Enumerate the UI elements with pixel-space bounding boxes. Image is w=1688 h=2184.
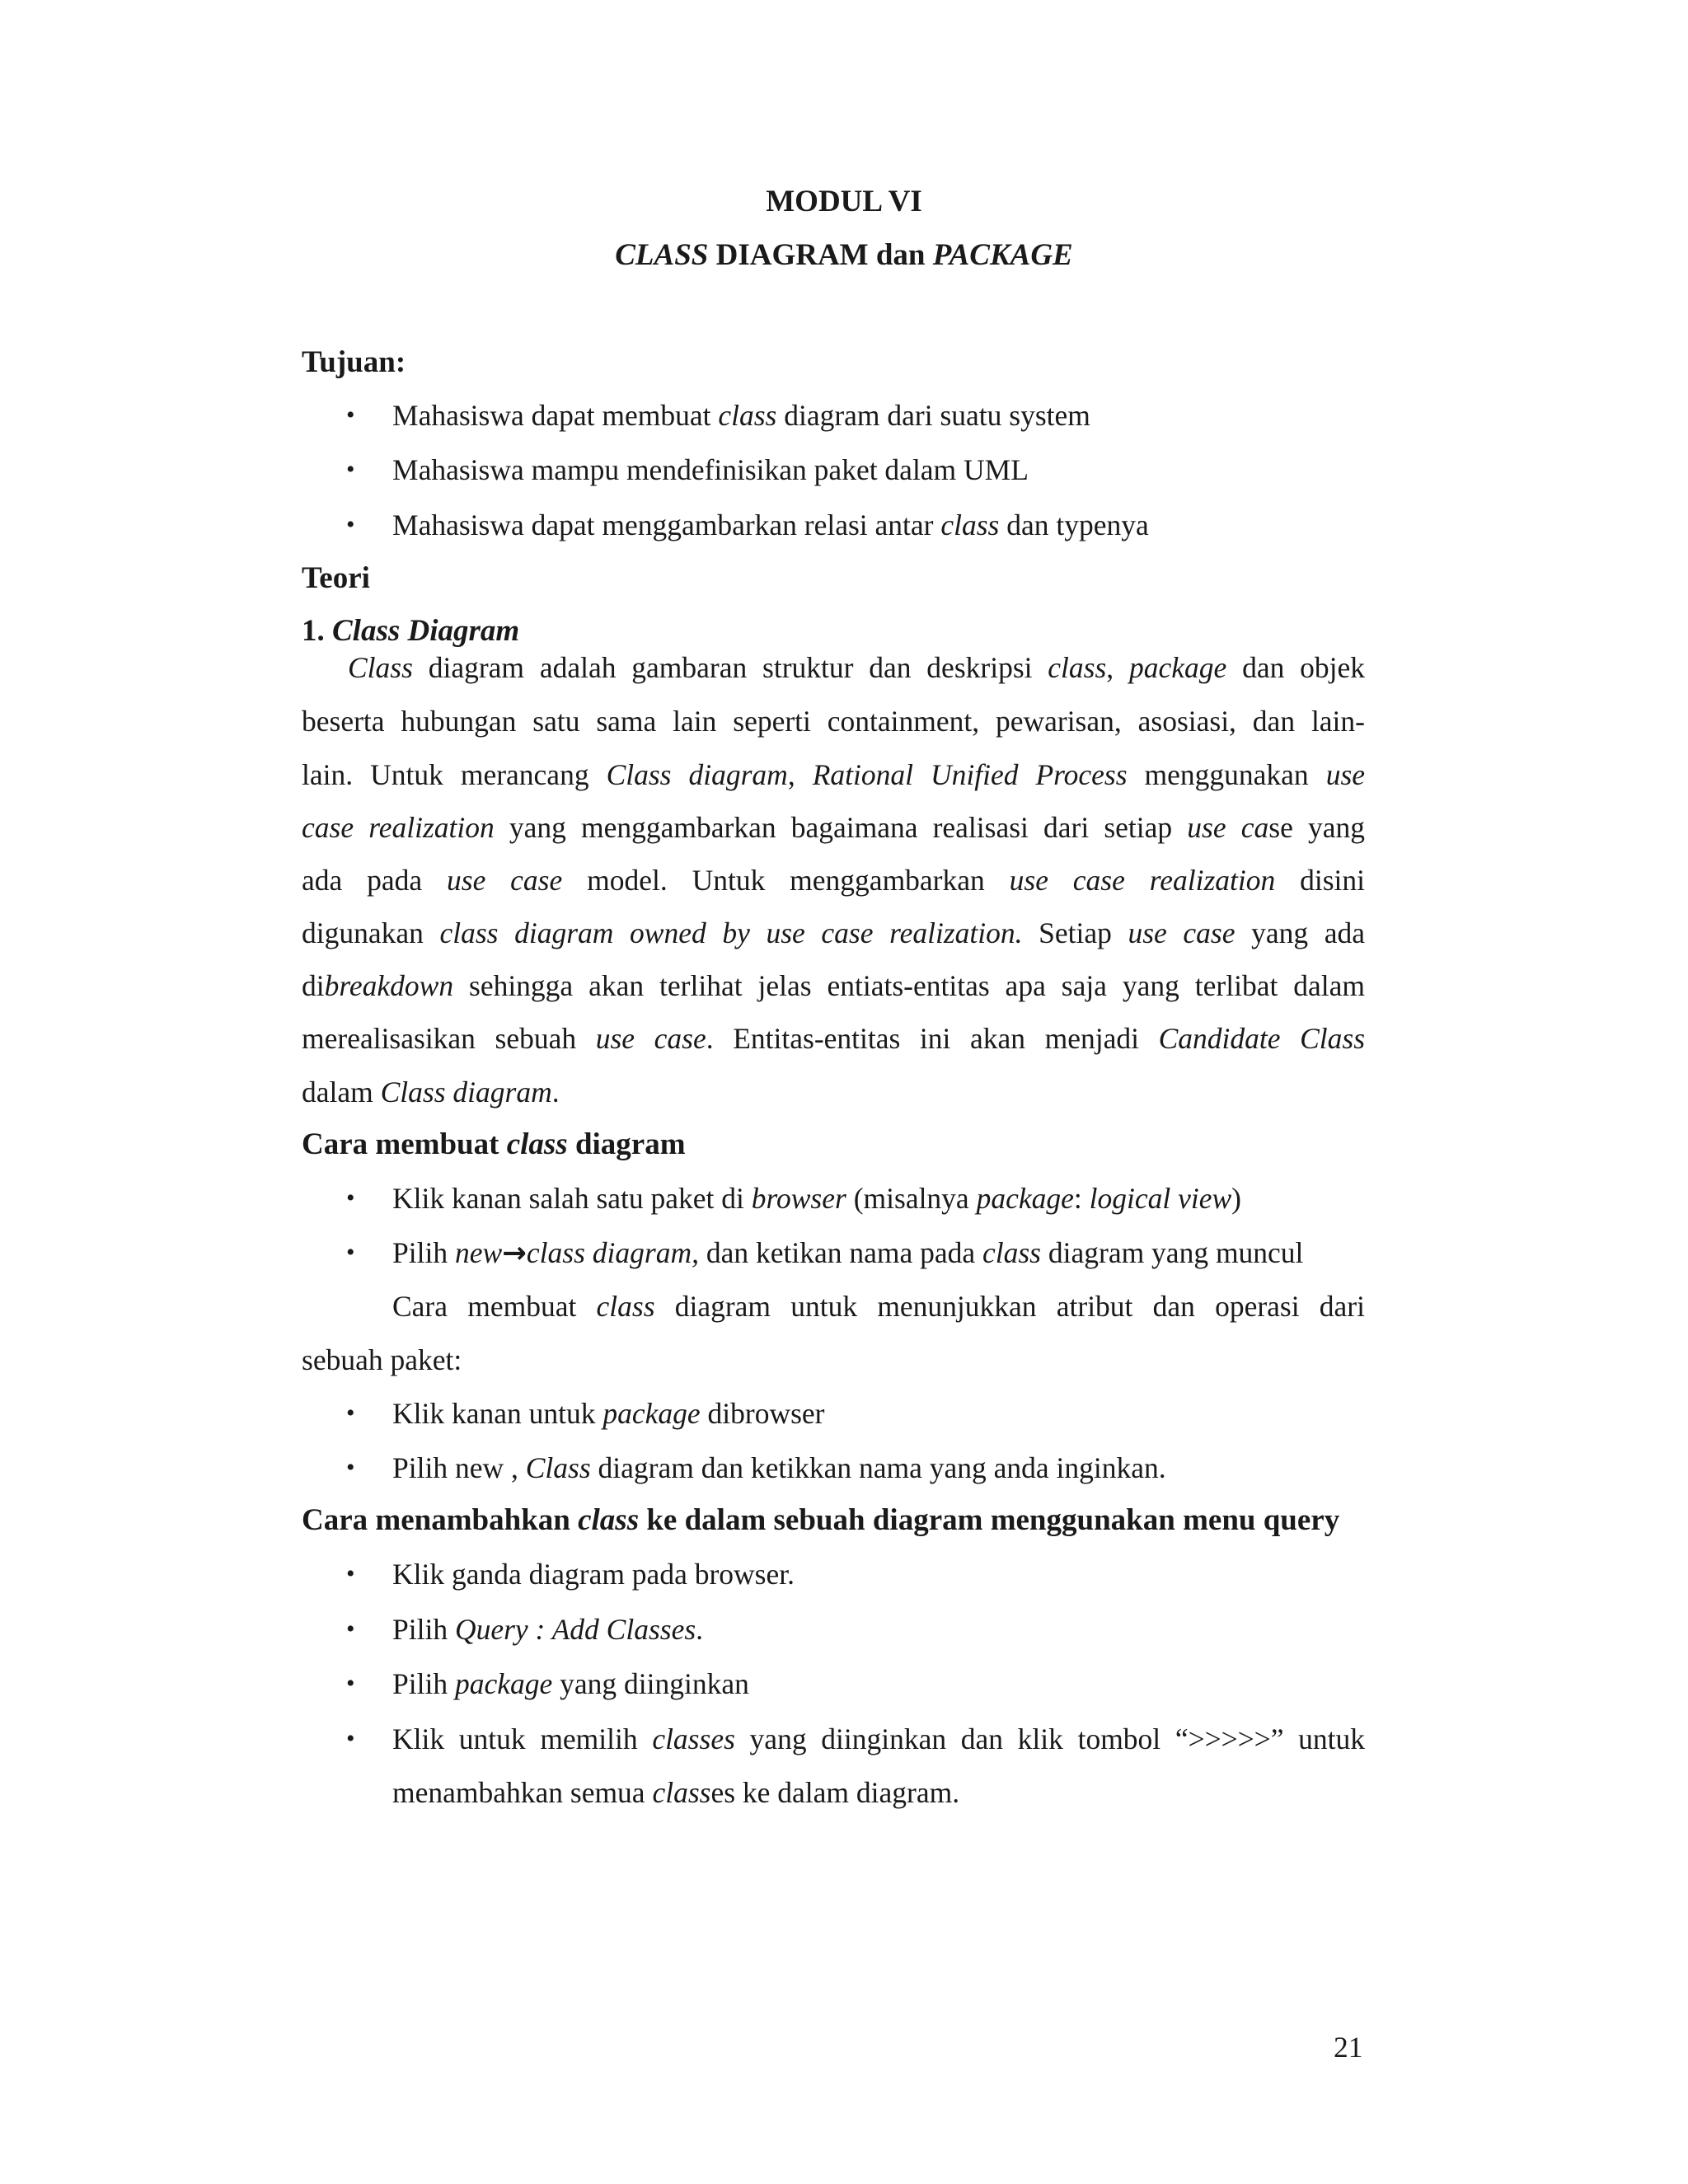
cara-membuat-heading: Cara membuat class diagram (302, 1127, 686, 1161)
title-package: PACKAGE (932, 238, 1073, 272)
bullet-icon: • (346, 1184, 355, 1212)
cara-menambah-item-4-cont: menambahkan semua classes ke dalam diagram. (392, 1776, 960, 1809)
paragraph-line: beserta hubungan satu sama lain seperti containment, pewarisan, asosiasi, dan lain- (302, 705, 1365, 738)
title-mid: DIAGRAM dan (708, 238, 933, 272)
teori-heading: Teori (302, 561, 370, 595)
paragraph-line: case realization yang menggambarkan bagaimana realisasi dari setiap use case yang (302, 811, 1365, 844)
tujuan-item-3: Mahasiswa dapat menggambarkan relasi antar class dan typenya (392, 509, 1149, 541)
bullet-icon: • (346, 1725, 355, 1752)
bullet-icon: • (346, 1615, 355, 1643)
bullet-icon: • (346, 1670, 355, 1697)
cara-menambah-item-2: Pilih Query : Add Classes. (392, 1613, 704, 1646)
tujuan-item-2: Mahasiswa mampu mendefinisikan paket dalam UML (392, 453, 1029, 486)
paragraph-line: ada pada use case model. Untuk menggambarkan use case realization disini (302, 864, 1366, 897)
paragraph-line: lain. Untuk merancang Class diagram, Rational Unified Process menggunakan use (302, 758, 1366, 791)
cara-menambah-item-4: Klik untuk memilih classes yang diinginkan dan klik tombol “>>>>>” untuk (392, 1722, 1365, 1755)
bullet-icon: • (346, 1454, 355, 1481)
right-arrow-icon: → (502, 1236, 527, 1270)
module-number (0, 183, 1688, 221)
module-title (0, 237, 1688, 274)
module-number-text: MODUL VI (766, 185, 922, 218)
page-number: 21 (1334, 2031, 1363, 2064)
bullet-icon: • (346, 1239, 355, 1266)
cara-membuat-item-3: Klik kanan untuk package dibrowser (392, 1397, 825, 1430)
paragraph-line: dalam Class diagram. (302, 1076, 560, 1108)
cara-membuat-item-2: Pilih new→class diagram, dan ketikan nama pada class diagram yang muncul (392, 1236, 1304, 1270)
bullet-icon: • (346, 511, 355, 538)
cara-menambah-item-3: Pilih package yang diinginkan (392, 1667, 749, 1700)
paragraph-line: Class diagram adalah gambaran struktur dan deskripsi class, package dan objek (348, 651, 1365, 684)
cara-membuat-item-1: Klik kanan salah satu paket di browser (misalnya package: logical view) (392, 1182, 1241, 1215)
paragraph-line: Cara membuat class diagram untuk menunjukkan atribut dan operasi dari (392, 1290, 1365, 1323)
tujuan-heading: Tujuan: (302, 345, 406, 379)
paragraph-line: sebuah paket: (302, 1343, 462, 1376)
paragraph-line: dibreakdown sehingga akan terlihat jelas entiats-entitas apa saja yang terlibat dalam (302, 969, 1365, 1002)
cara-menambah-item-1: Klik ganda diagram pada browser. (392, 1558, 795, 1591)
tujuan-item-1: Mahasiswa dapat membuat class diagram dari suatu system (392, 399, 1090, 432)
class-diagram-subheading: 1. Class Diagram (302, 614, 520, 648)
bullet-icon: • (346, 456, 355, 483)
paragraph-line: digunakan class diagram owned by use case realization. Setiap use case yang ada (302, 916, 1365, 949)
cara-membuat-item-4: Pilih new , Class diagram dan ketikkan nama yang anda inginkan. (392, 1451, 1166, 1484)
bullet-icon: • (346, 1560, 355, 1587)
bullet-icon: • (346, 401, 355, 429)
title-class: CLASS (615, 238, 709, 272)
paragraph-line: merealisasikan sebuah use case. Entitas-entitas ini akan menjadi Candidate Class (302, 1022, 1366, 1055)
bullet-icon: • (346, 1399, 355, 1427)
cara-menambah-heading: Cara menambahkan class ke dalam sebuah diagram menggunakan menu query (302, 1503, 1340, 1537)
